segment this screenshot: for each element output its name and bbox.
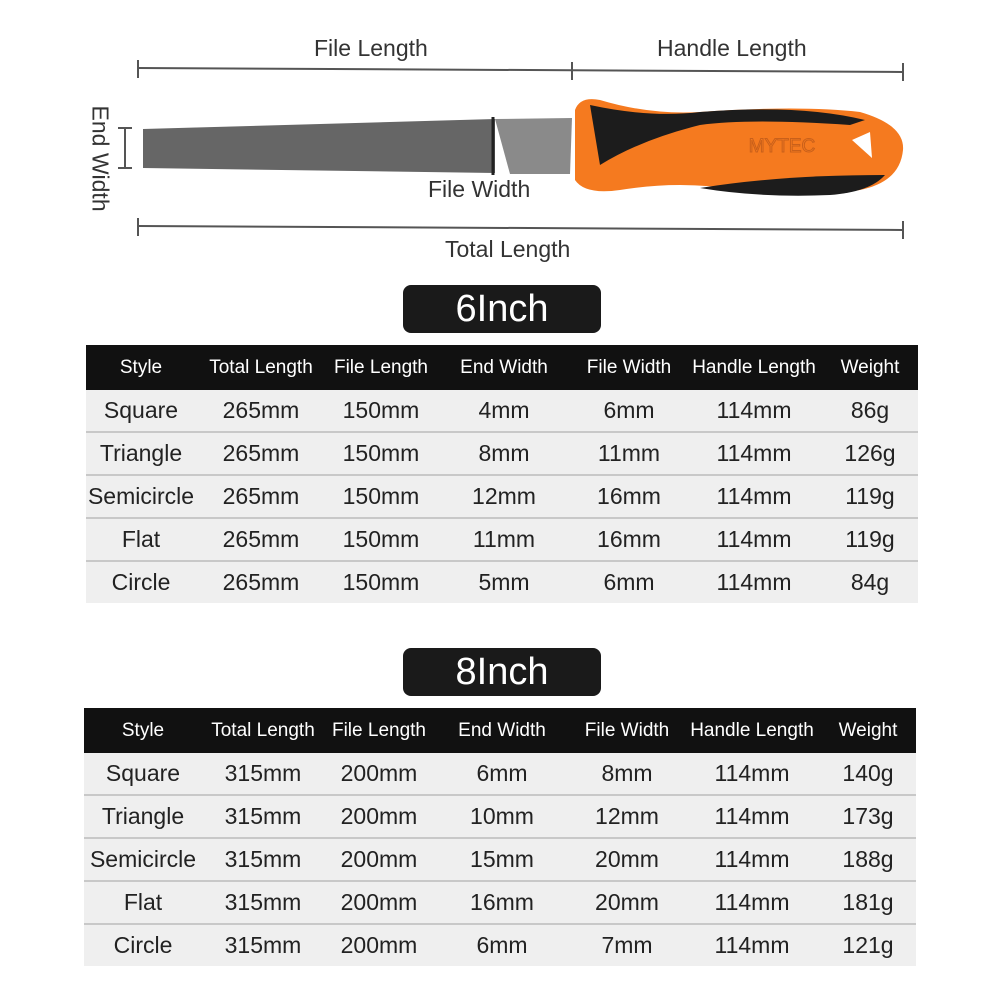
cell-weight: 140g xyxy=(820,753,916,795)
col-style: Style xyxy=(86,345,196,390)
spec-table-8inch xyxy=(84,708,916,966)
cell-weight: 188g xyxy=(820,838,916,881)
table-row xyxy=(84,881,916,924)
cell-handle-length: 114mm xyxy=(684,753,820,795)
cell-file-width: 12mm xyxy=(570,795,684,838)
cell-total-length: 315mm xyxy=(202,795,324,838)
table-row xyxy=(86,518,918,561)
cell-handle-length: 114mm xyxy=(686,432,822,475)
cell-style: Square xyxy=(84,753,202,795)
col-file-width: File Width xyxy=(572,345,686,390)
cell-handle-length: 114mm xyxy=(686,561,822,603)
cell-weight: 119g xyxy=(822,518,918,561)
cell-file-width: 16mm xyxy=(572,475,686,518)
cell-end-width: 12mm xyxy=(436,475,572,518)
size-title-8inch: 8Inch xyxy=(403,648,601,696)
cell-handle-length: 114mm xyxy=(686,475,822,518)
spec-table-6inch xyxy=(86,345,918,603)
cell-file-length: 200mm xyxy=(324,924,434,966)
brand-logo: MYTEC xyxy=(748,136,816,157)
table-row xyxy=(84,924,916,966)
cell-end-width: 5mm xyxy=(436,561,572,603)
cell-weight: 181g xyxy=(820,881,916,924)
col-total-length: Total Length xyxy=(202,708,324,753)
cell-total-length: 315mm xyxy=(202,838,324,881)
end-width-label: End Width xyxy=(87,105,114,212)
table-row xyxy=(84,838,916,881)
cell-file-length: 150mm xyxy=(326,475,436,518)
table-row xyxy=(86,561,918,603)
table-row xyxy=(86,432,918,475)
cell-style: Square xyxy=(86,390,196,432)
col-end-width: End Width xyxy=(436,345,572,390)
table-row xyxy=(86,390,918,432)
cell-handle-length: 114mm xyxy=(686,390,822,432)
col-total-length: Total Length xyxy=(196,345,326,390)
cell-total-length: 315mm xyxy=(202,924,324,966)
cell-file-width: 16mm xyxy=(572,518,686,561)
cell-file-width: 8mm xyxy=(570,753,684,795)
table-row xyxy=(86,475,918,518)
cell-end-width: 10mm xyxy=(434,795,570,838)
cell-total-length: 265mm xyxy=(196,475,326,518)
cell-file-width: 6mm xyxy=(572,390,686,432)
file-width-label: File Width xyxy=(428,176,531,202)
col-handle-length: Handle Length xyxy=(686,345,822,390)
size-title-6inch: 6Inch xyxy=(403,285,601,333)
cell-file-length: 200mm xyxy=(324,795,434,838)
cell-style: Circle xyxy=(86,561,196,603)
cell-file-length: 150mm xyxy=(326,561,436,603)
cell-end-width: 6mm xyxy=(434,924,570,966)
cell-style: Triangle xyxy=(86,432,196,475)
cell-file-length: 200mm xyxy=(324,753,434,795)
table-row xyxy=(84,795,916,838)
cell-weight: 119g xyxy=(822,475,918,518)
cell-style: Flat xyxy=(84,881,202,924)
file-diagram xyxy=(0,0,1000,270)
table-row xyxy=(84,753,916,795)
cell-file-length: 150mm xyxy=(326,390,436,432)
cell-total-length: 315mm xyxy=(202,753,324,795)
table-header xyxy=(84,708,916,753)
cell-total-length: 265mm xyxy=(196,432,326,475)
col-weight: Weight xyxy=(822,345,918,390)
col-file-width: File Width xyxy=(570,708,684,753)
cell-end-width: 6mm xyxy=(434,753,570,795)
cell-style: Triangle xyxy=(84,795,202,838)
col-style: Style xyxy=(84,708,202,753)
col-file-length: File Length xyxy=(324,708,434,753)
cell-handle-length: 114mm xyxy=(684,795,820,838)
cell-weight: 86g xyxy=(822,390,918,432)
cell-weight: 121g xyxy=(820,924,916,966)
cell-style: Flat xyxy=(86,518,196,561)
cell-file-length: 150mm xyxy=(326,432,436,475)
cell-total-length: 265mm xyxy=(196,518,326,561)
table-header xyxy=(86,345,918,390)
cell-weight: 126g xyxy=(822,432,918,475)
cell-style: Semicircle xyxy=(84,838,202,881)
cell-weight: 173g xyxy=(820,795,916,838)
cell-total-length: 315mm xyxy=(202,881,324,924)
file-length-label: File Length xyxy=(314,35,428,61)
cell-file-length: 200mm xyxy=(324,838,434,881)
file-illustration xyxy=(0,0,1000,270)
cell-file-width: 7mm xyxy=(570,924,684,966)
cell-style: Circle xyxy=(84,924,202,966)
total-length-label: Total Length xyxy=(445,236,571,262)
cell-total-length: 265mm xyxy=(196,390,326,432)
cell-file-width: 20mm xyxy=(570,881,684,924)
cell-weight: 84g xyxy=(822,561,918,603)
handle-length-label: Handle Length xyxy=(657,35,807,61)
cell-end-width: 16mm xyxy=(434,881,570,924)
cell-end-width: 11mm xyxy=(436,518,572,561)
col-end-width: End Width xyxy=(434,708,570,753)
cell-file-length: 150mm xyxy=(326,518,436,561)
cell-handle-length: 114mm xyxy=(684,924,820,966)
cell-handle-length: 114mm xyxy=(686,518,822,561)
cell-total-length: 265mm xyxy=(196,561,326,603)
cell-style: Semicircle xyxy=(86,475,196,518)
col-file-length: File Length xyxy=(326,345,436,390)
cell-end-width: 8mm xyxy=(436,432,572,475)
cell-file-width: 6mm xyxy=(572,561,686,603)
col-weight: Weight xyxy=(820,708,916,753)
cell-end-width: 4mm xyxy=(436,390,572,432)
cell-file-length: 200mm xyxy=(324,881,434,924)
cell-handle-length: 114mm xyxy=(684,881,820,924)
cell-handle-length: 114mm xyxy=(684,838,820,881)
cell-file-width: 20mm xyxy=(570,838,684,881)
cell-file-width: 11mm xyxy=(572,432,686,475)
cell-end-width: 15mm xyxy=(434,838,570,881)
col-handle-length: Handle Length xyxy=(684,708,820,753)
